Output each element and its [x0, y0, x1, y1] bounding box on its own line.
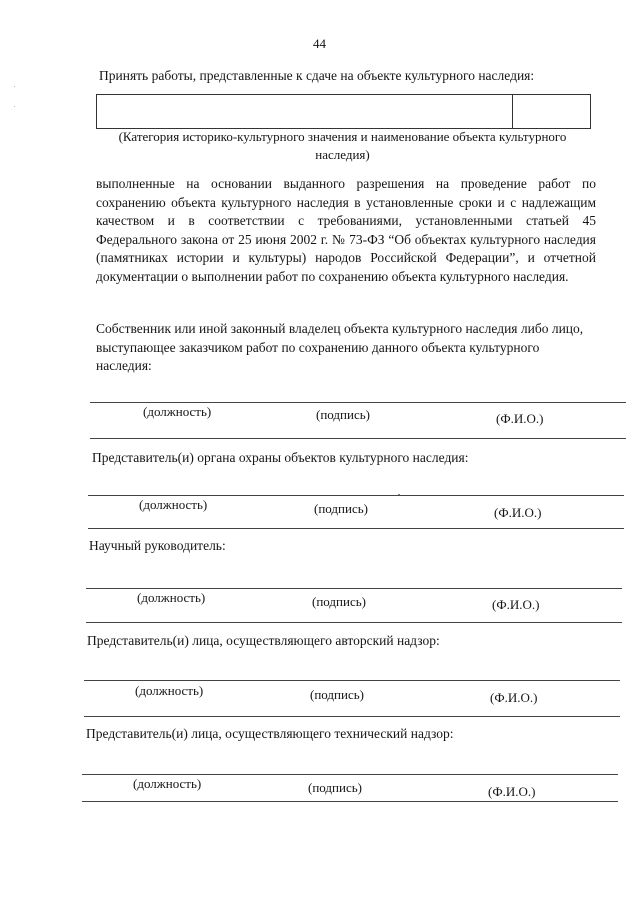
position-label: (должность)	[143, 404, 212, 419]
intro-line: Принять работы, представленные к сдаче на объекте культурного наследия:	[99, 68, 535, 83]
divider-line	[84, 716, 620, 717]
position-label: (должность)	[135, 683, 204, 698]
divider-line	[86, 622, 622, 623]
signature-label: (подпись)	[310, 687, 364, 702]
name-label: (Ф.И.О.)	[488, 784, 536, 799]
name-label: (Ф.И.О.)	[492, 597, 540, 612]
owner-paragraph: Собственник или иной законный владелец объекта культурного наследия либо лицо, выступающее заказчиком работ по сохранению данного объекта культурного наследия:	[96, 321, 584, 373]
heritage-object-name-cell[interactable]	[97, 95, 513, 128]
signature-line[interactable]	[86, 588, 622, 589]
section-title: Представитель(и) лица, осуществляющего технический надзор:	[86, 726, 454, 741]
heritage-object-field[interactable]	[96, 94, 591, 129]
divider-line	[90, 438, 626, 439]
signature-label: (подпись)	[312, 594, 366, 609]
divider-line	[82, 801, 618, 802]
field-caption: (Категория историко-культурного значения и наименование объекта культурного наследия)	[118, 129, 567, 162]
signature-line[interactable]	[88, 495, 624, 496]
name-label: (Ф.И.О.)	[494, 505, 542, 520]
scan-mark	[14, 86, 15, 87]
heritage-object-category-cell[interactable]	[513, 95, 590, 128]
scan-mark	[14, 106, 15, 107]
name-label: (Ф.И.О.)	[490, 690, 538, 705]
divider-line	[88, 528, 624, 529]
signature-label: (подпись)	[308, 780, 362, 795]
section-title: Представитель(и) лица, осуществляющего авторский надзор:	[87, 633, 440, 648]
position-label: (должность)	[133, 776, 202, 791]
section-title: Научный руководитель:	[89, 538, 226, 553]
body-paragraph: выполненные на основании выданного разрешения на проведение работ по сохранению объекта культурного наследия в установленные сроки и с надлежащим качеством и в соответствии с требованиями, установленными статьей 45 Федерального закона от 25 июня 2002 г. № 73-ФЗ “Об объектах культурного наследия (памятниках истории и культуры) народов Российской Федерации”, и отчетной документации о выполнении работ по сохранению объекта культурного наследия.	[96, 176, 596, 284]
position-label: (должность)	[139, 497, 208, 512]
name-label: (Ф.И.О.)	[496, 411, 544, 426]
page-number: 44	[313, 36, 326, 51]
position-label: (должность)	[137, 590, 206, 605]
signature-line[interactable]	[90, 402, 626, 403]
signature-label: (подпись)	[316, 407, 370, 422]
signature-line[interactable]	[82, 774, 618, 775]
signature-label: (подпись)	[314, 501, 368, 516]
signature-line[interactable]	[84, 680, 620, 681]
section-title: Представитель(и) органа охраны объектов культурного наследия:	[92, 450, 469, 465]
